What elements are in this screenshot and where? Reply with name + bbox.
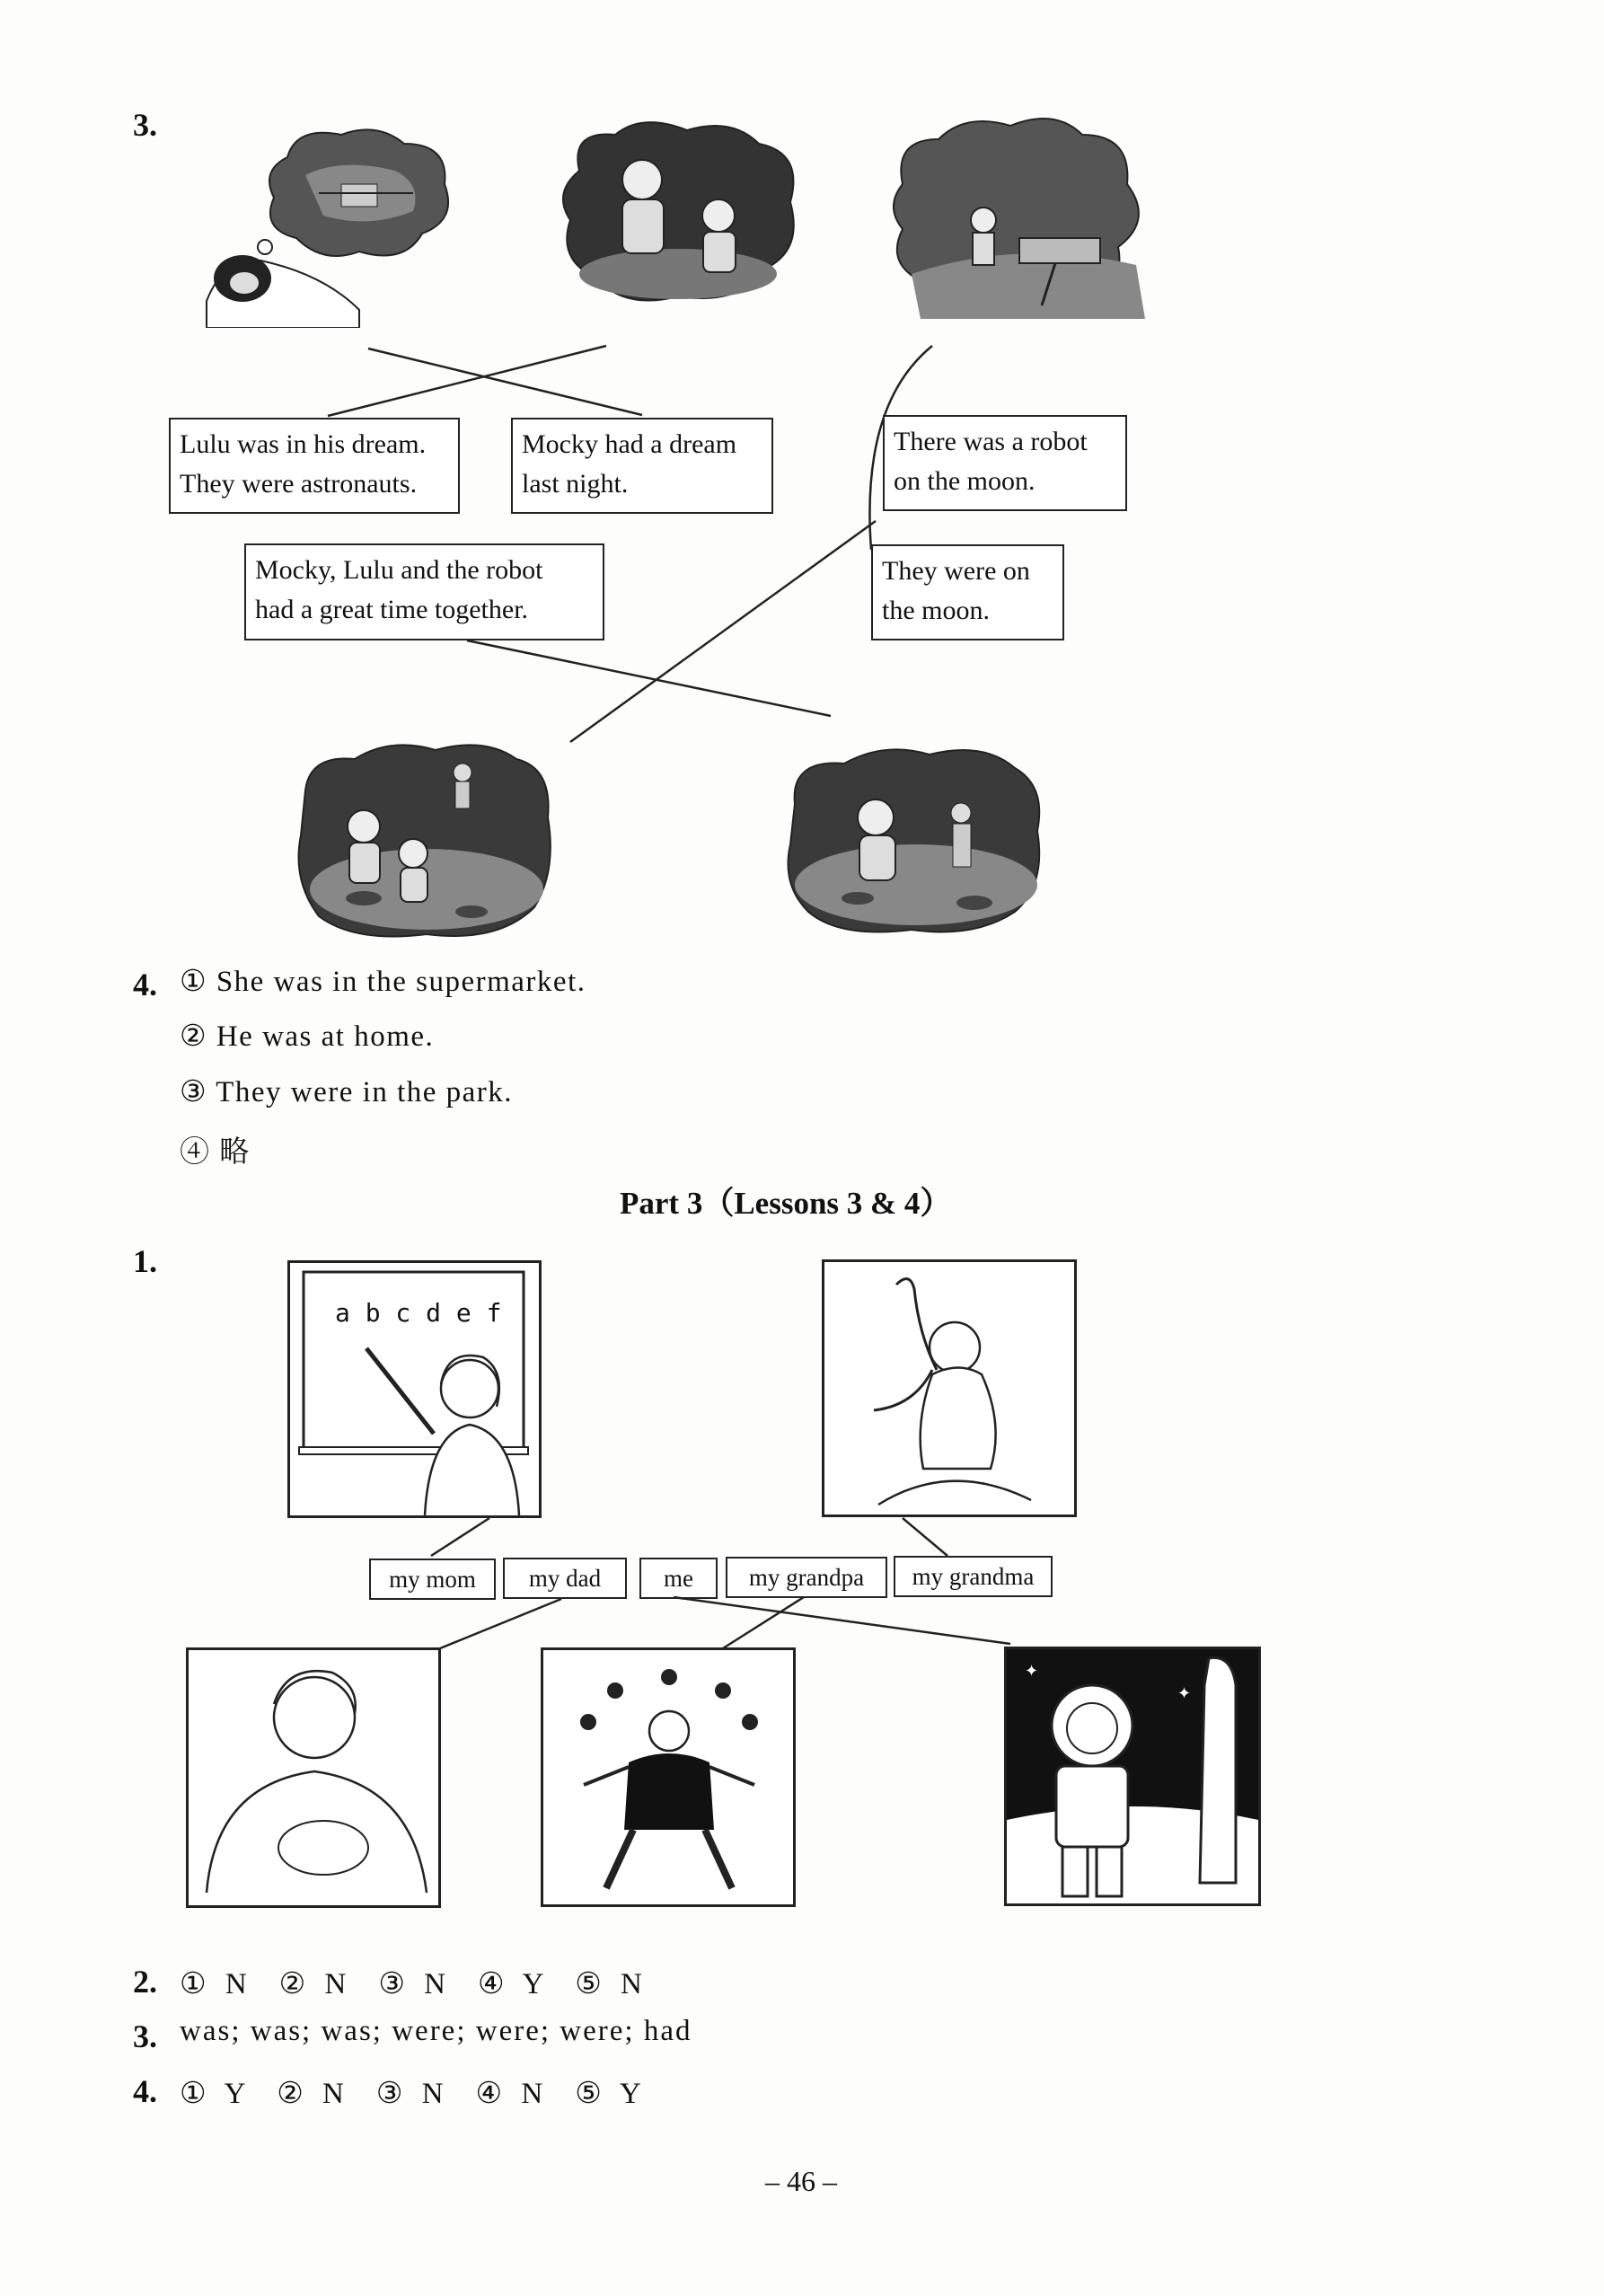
picture-astronaut — [1004, 1647, 1261, 1906]
question-number: 4. — [133, 2073, 157, 2109]
question-number: 3. — [133, 107, 157, 143]
question-number: 1. — [133, 1243, 157, 1279]
label-my-dad: my dad — [503, 1558, 627, 1599]
label-me: me — [639, 1558, 718, 1599]
label-my-mom: my mom — [369, 1559, 496, 1600]
answer-line: ① She was in the supermarket. — [180, 966, 586, 998]
moon-picture-two — [777, 741, 1051, 939]
answer-line: ③ They were in the park. — [180, 1076, 514, 1108]
moon-picture-three — [292, 737, 557, 943]
answer-line: ① N ② N ③ N ④ Y ⑤ N — [180, 1968, 644, 2000]
star-icon: ✦ — [1025, 1662, 1039, 1680]
question-number: 3. — [133, 2018, 157, 2054]
question-number: 2. — [133, 1964, 157, 2000]
section-heading: Part 3（Lessons 3 & 4） — [620, 1186, 952, 1221]
blackboard-text: a b c d e f — [335, 1298, 502, 1328]
answer-line: ② He was at home. — [180, 1020, 435, 1053]
label-my-grandma: my grandma — [894, 1556, 1053, 1597]
picture-dancer — [822, 1259, 1077, 1517]
match-box-great-time: Mocky, Lulu and the robot had a great time together. — [244, 543, 604, 640]
question-number: 4. — [133, 967, 157, 1002]
picture-teacher — [287, 1260, 542, 1518]
match-box-on-moon: They were on the moon. — [871, 544, 1064, 640]
picture-juggler — [541, 1647, 796, 1907]
match-box-robot-moon: There was a robot on the moon. — [883, 415, 1127, 511]
match-box-mocky-dream: Mocky had a dream last night. — [511, 418, 773, 514]
star-icon: ✦ — [1177, 1684, 1192, 1702]
match-box-lulu: Lulu was in his dream. They were astronauts. — [169, 418, 460, 514]
answer-line: ① Y ② N ③ N ④ N ⑤ Y — [180, 2078, 643, 2110]
page-number: – 46 – — [765, 2165, 837, 2197]
part3-matching-lines — [0, 1509, 1604, 1653]
picture-vet — [186, 1647, 441, 1908]
label-my-grandpa: my grandpa — [726, 1557, 887, 1598]
answer-line: was; was; was; were; were; were; had — [180, 2015, 692, 2047]
answer-line: ④ 略 — [180, 1136, 251, 1169]
